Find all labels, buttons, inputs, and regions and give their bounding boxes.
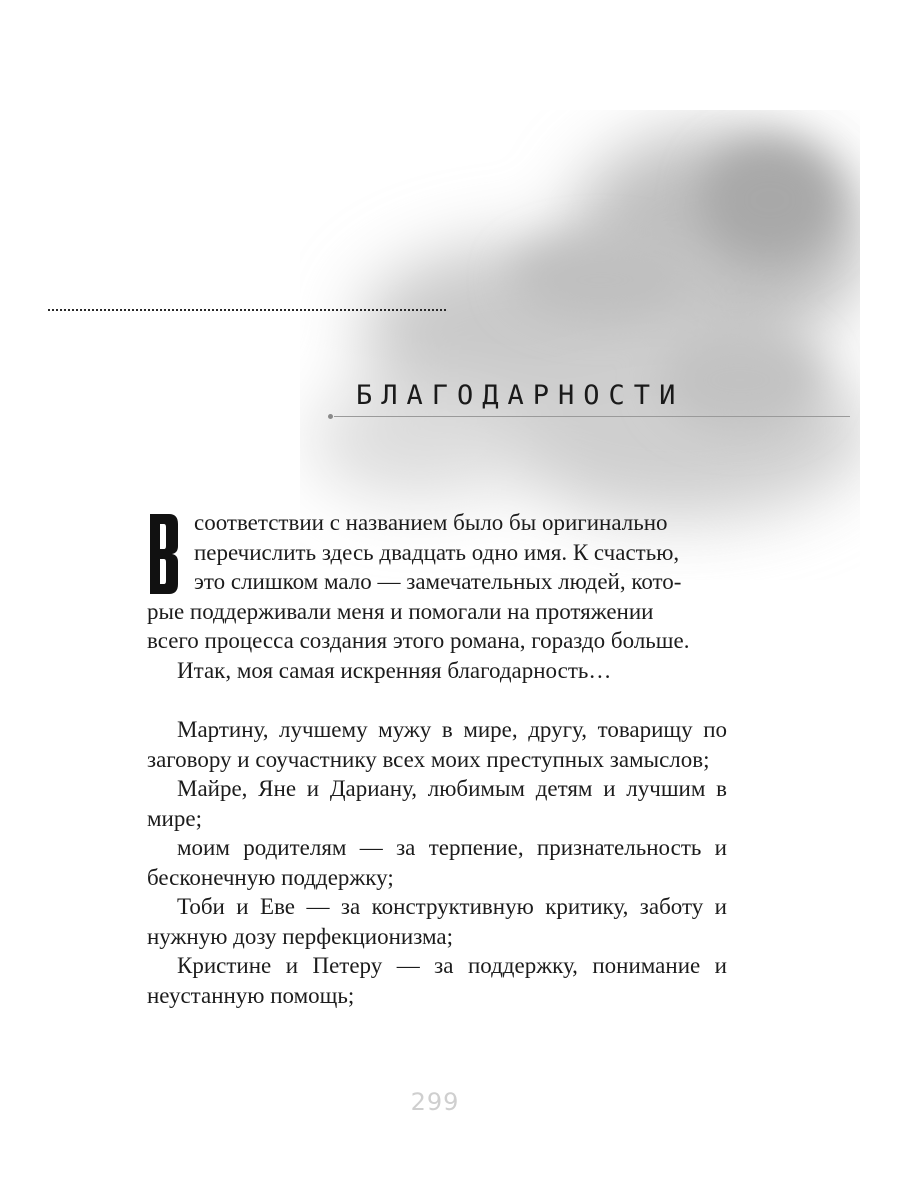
thanks-item: Кристине и Петеру — за поддержку, понимание и неустанную помощь; [147, 953, 727, 1008]
heading-bullet [328, 414, 333, 419]
intro-closing: Итак, моя самая искренняя благодарность… [177, 657, 612, 683]
thanks-item: Мартину, лучшему мужу в мире, другу, товарищу по заговору и соучастнику всех моих преступных замыслов; [147, 717, 727, 772]
intro-line-2: перечислить здесь двадцать одно имя. К счастью, [194, 539, 680, 565]
intro-line-5: всего процесса создания этого романа, гораздо больше. [147, 628, 690, 653]
intro-line-3: это слишком мало — замечательных людей, кото- [194, 569, 682, 594]
thanks-item: Тоби и Еве — за конструктивную критику, заботу и нужную дозу перфекционизма; [147, 894, 727, 949]
body-text [147, 508, 727, 1010]
page-number: 299 [410, 1088, 460, 1116]
chapter-heading: БЛАГОДАРНОСТИ [356, 380, 685, 411]
intro-paragraph [147, 508, 727, 656]
paragraph-gap [147, 685, 727, 715]
drop-cap-glyph [147, 512, 180, 596]
heading-row [328, 376, 850, 422]
heading-underline [334, 416, 850, 417]
intro-line-4: рые поддерживали меня и помогали на протяжении [147, 598, 654, 624]
drop-cap [147, 512, 180, 596]
intro-line-1: соответствии с названием было бы оригинально [194, 510, 668, 535]
thanks-item: Майре, Яне и Дариану, любимым детям и лучшим в мире; [147, 776, 727, 831]
dotted-divider [48, 309, 446, 311]
thanks-item: моим родителям — за терпение, признательность и бесконечную поддержку; [147, 835, 727, 890]
